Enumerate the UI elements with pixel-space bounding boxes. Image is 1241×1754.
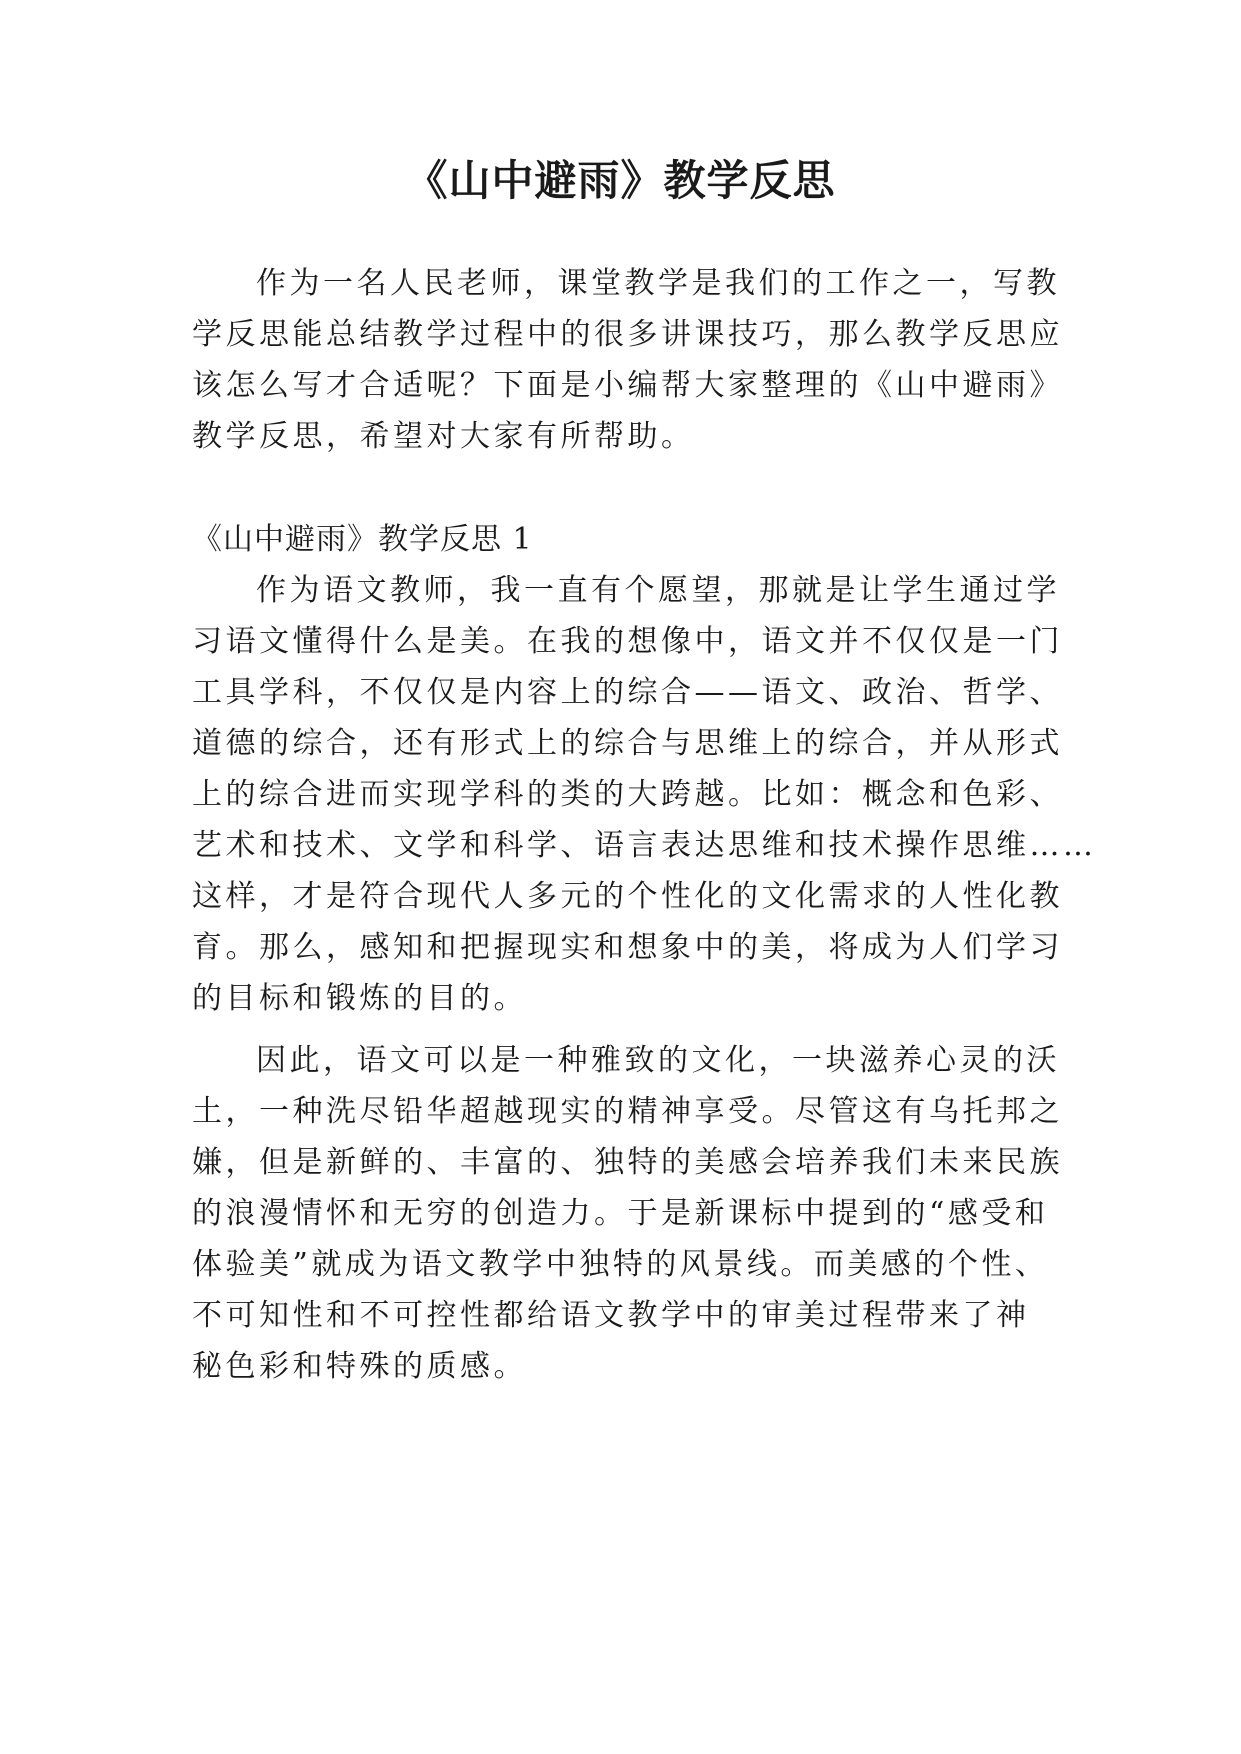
paragraph-line: 工具学科，不仅仅是内容上的综合——语文、政治、哲学、 [192, 675, 1063, 710]
paragraph-line: 的浪漫情怀和无穷的创造力。于是新课标中提到的“感受和 [192, 1196, 1049, 1231]
paragraph-line: 道德的综合，还有形式上的综合与思维上的综合，并从形式 [192, 726, 1063, 761]
document-title: 《山中避雨》教学反思 [405, 156, 836, 205]
paragraph-line: 习语文懂得什么是美。在我的想像中，语文并不仅仅是一门 [192, 624, 1063, 659]
paragraph-line: 因此，语文可以是一种雅致的文化，一块滋养心灵的沃 [256, 1043, 1060, 1078]
paragraph-line: 上的综合进而实现学科的类的大跨越。比如：概念和色彩、 [192, 777, 1063, 812]
paragraph-line: 体验美”就成为语文教学中独特的风景线。而美感的个性、 [192, 1247, 1049, 1282]
intro-line: 作为一名人民老师，课堂教学是我们的工作之一，写教 [256, 266, 1060, 301]
intro-line: 该怎么写才合适呢？下面是小编帮大家整理的《山中避雨》 [192, 368, 1063, 403]
paragraph-line: 艺术和技术、文学和科学、语言表达思维和技术操作思维…… [192, 828, 1097, 863]
paragraph-line: 的目标和锻炼的目的。 [192, 981, 527, 1016]
paragraph-line: 土，一种洗尽铅华超越现实的精神享受。尽管这有乌托邦之 [192, 1094, 1063, 1129]
paragraph-line: 不可知性和不可控性都给语文教学中的审美过程带来了神 [192, 1298, 1030, 1333]
intro-line: 教学反思，希望对大家有所帮助。 [192, 419, 695, 454]
paragraph-line: 嫌，但是新鲜的、丰富的、独特的美感会培养我们未来民族 [192, 1145, 1063, 1180]
intro-line: 学反思能总结教学过程中的很多讲课技巧，那么教学反思应 [192, 317, 1063, 352]
paragraph-line: 作为语文教师，我一直有个愿望，那就是让学生通过学 [256, 573, 1060, 608]
paragraph-line: 秘色彩和特殊的质感。 [192, 1349, 527, 1384]
paragraph-line: 育。那么，感知和把握现实和想象中的美，将成为人们学习 [192, 930, 1063, 965]
section-heading: 《山中避雨》教学反思 1 [192, 522, 533, 557]
paragraph-line: 这样，才是符合现代人多元的个性化的文化需求的人性化教 [192, 879, 1063, 914]
